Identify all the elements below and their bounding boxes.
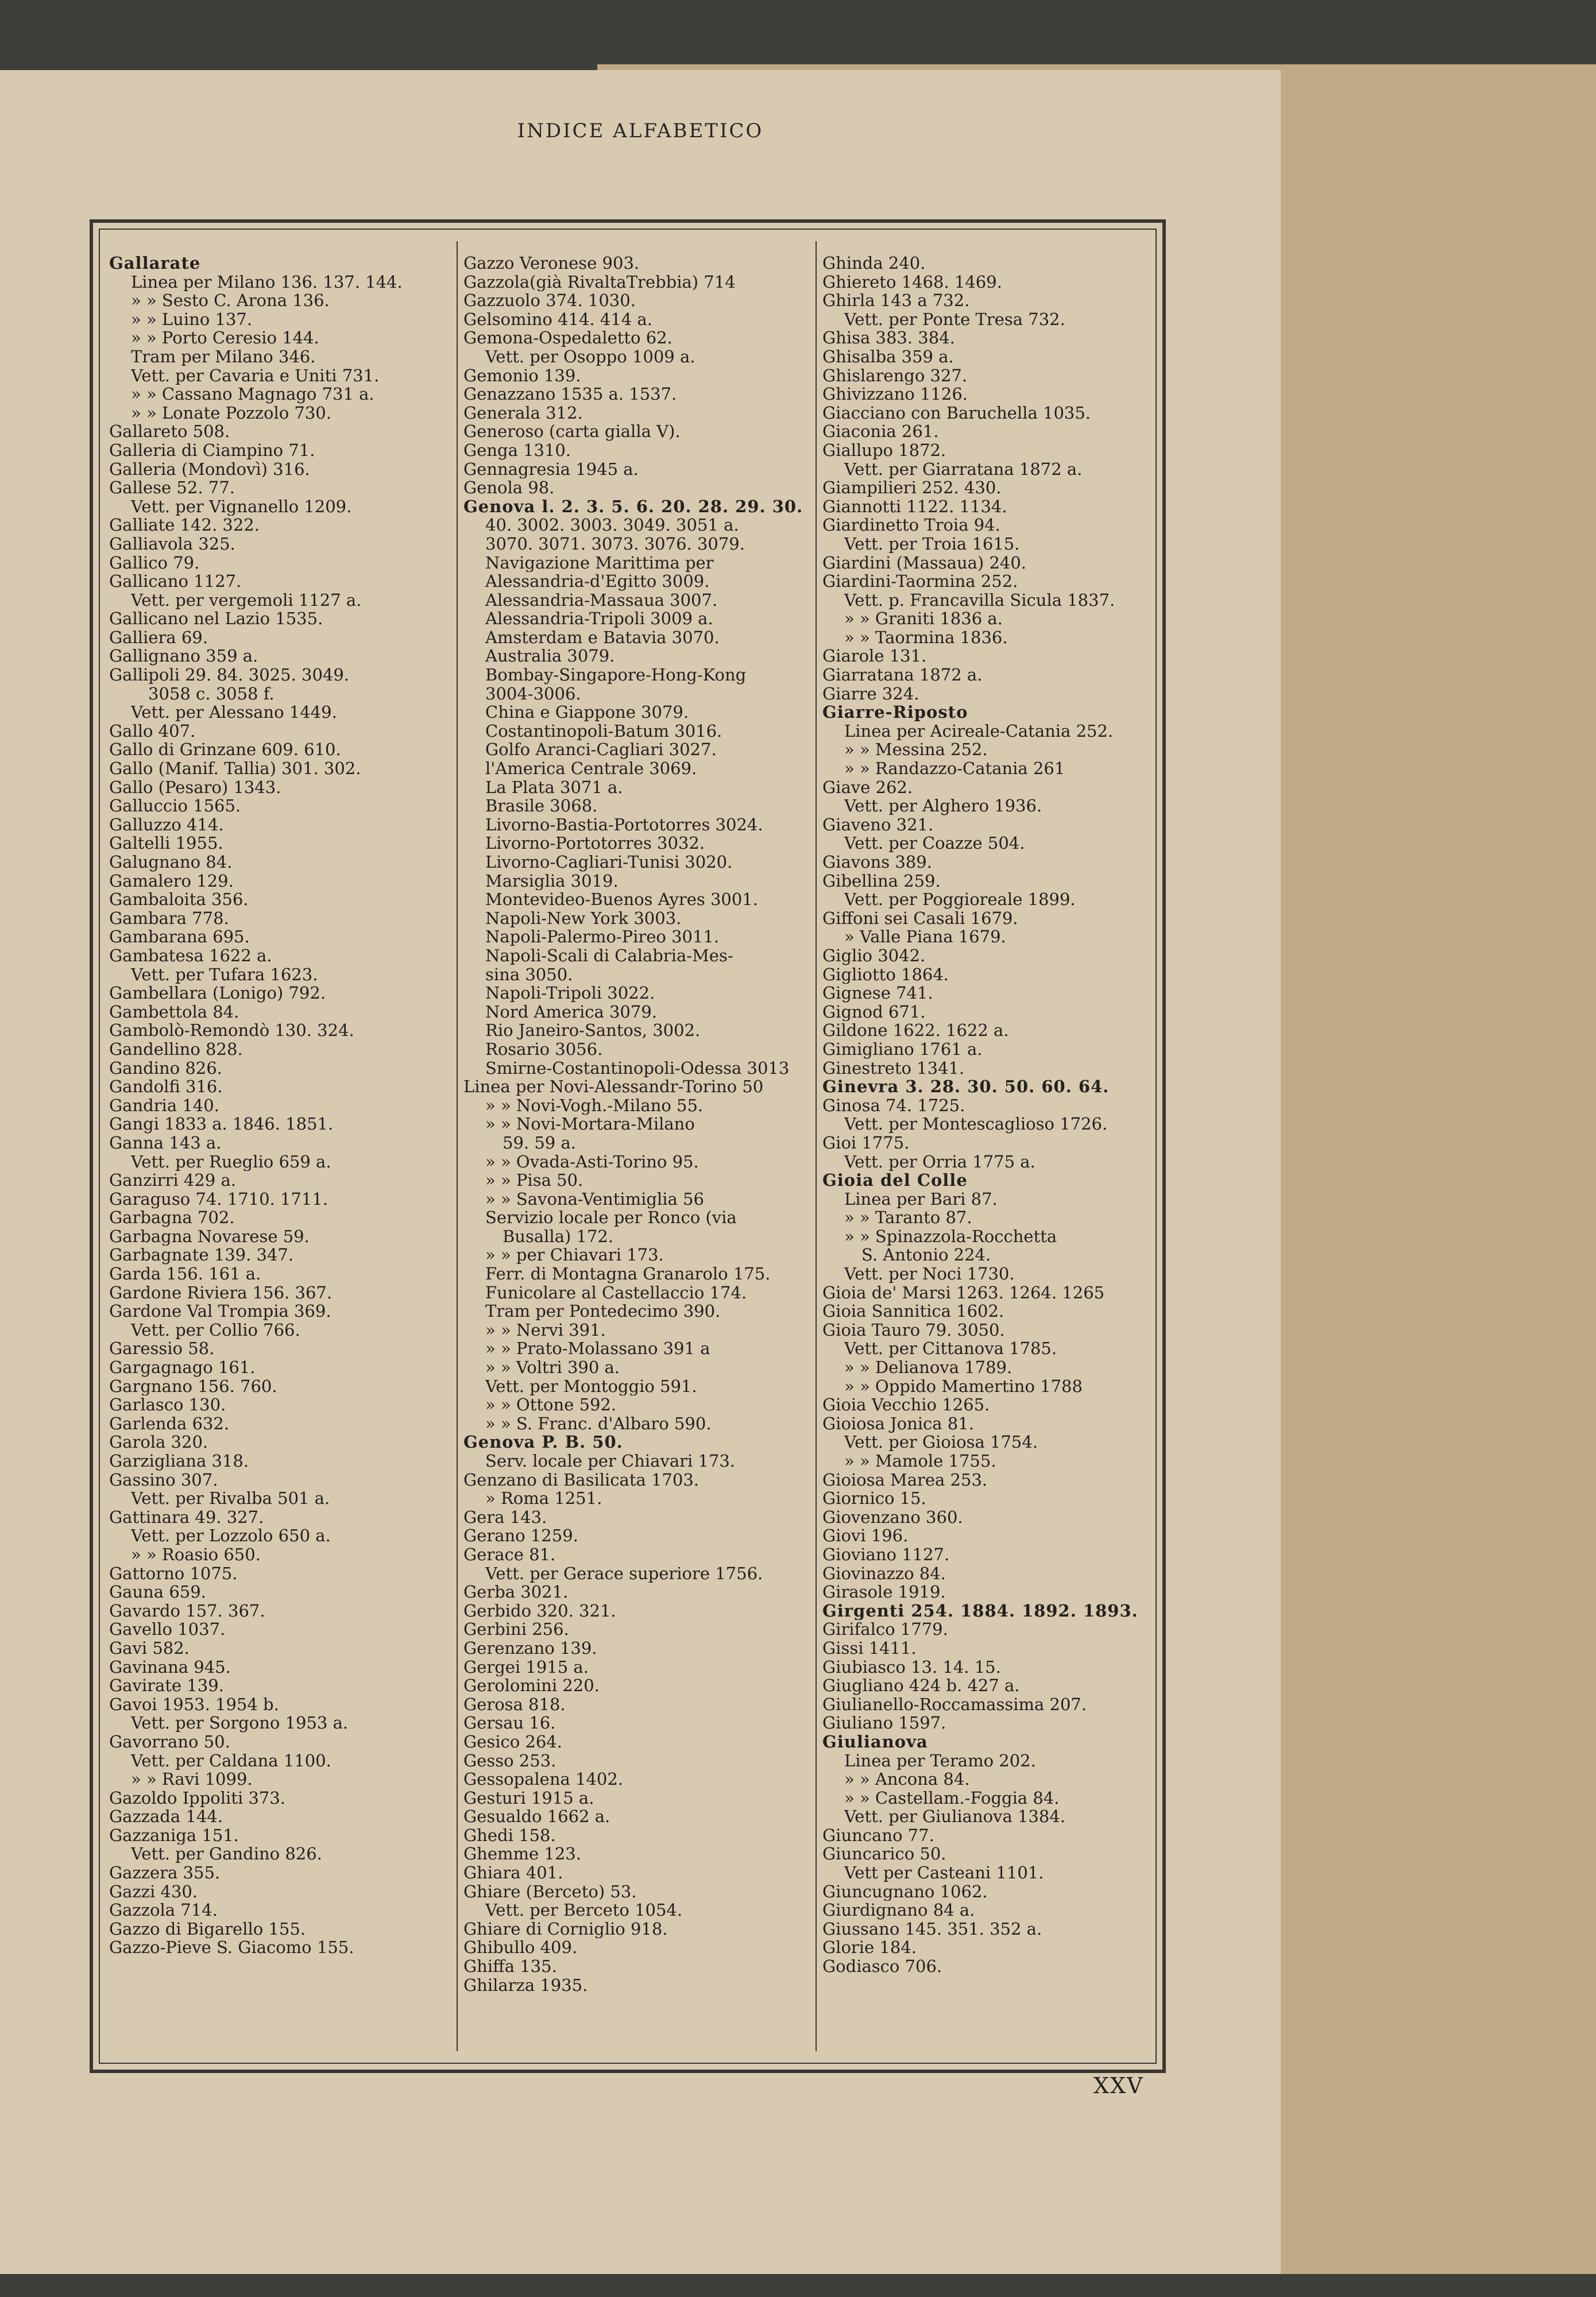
index-entry: » » Prato-Molassano 391 a xyxy=(485,1339,710,1359)
index-entry: Gibellina 259. xyxy=(822,871,941,891)
index-entry: » » Luino 137. xyxy=(131,310,253,329)
index-entry: Gerbido 320. 321. xyxy=(463,1601,616,1621)
index-entry: Gallareto 508. xyxy=(109,422,230,441)
index-entry: Gesualdo 1662 a. xyxy=(463,1807,610,1826)
index-column-2 xyxy=(463,254,808,1994)
index-entry: Vett. per Caldana 1100. xyxy=(131,1751,331,1770)
index-entry: Garbagna Novarese 59. xyxy=(109,1227,310,1246)
index-entry: Vett per Casteani 1101. xyxy=(844,1863,1044,1882)
index-entry: Gesico 264. xyxy=(463,1732,562,1751)
index-entry: » » Porto Ceresio 144. xyxy=(131,328,319,347)
index-entry: Vett. per Ponte Tresa 732. xyxy=(844,310,1065,329)
index-entry: Ghinda 240. xyxy=(822,254,926,273)
index-entry: Gambatesa 1622 a. xyxy=(109,946,272,965)
index-heading: Giarre-Riposto xyxy=(822,703,968,722)
index-entry: Gallo (Manif. Tallia) 301. 302. xyxy=(109,759,361,778)
index-entry: 40. 3002. 3003. 3049. 3051 a. xyxy=(485,516,739,535)
column-divider xyxy=(457,241,458,2051)
index-entry: Gambara 778. xyxy=(109,908,229,928)
index-entry: Bombay-Singapore-Hong-Kong xyxy=(485,666,747,685)
index-entry: Vett. per Lozzolo 650 a. xyxy=(131,1526,331,1545)
index-entry: Garaguso 74. 1710. 1711. xyxy=(109,1189,329,1209)
index-entry: Gavoi 1953. 1954 b. xyxy=(109,1695,279,1714)
index-entry: Giampilieri 252. 430. xyxy=(822,478,1002,497)
index-entry: Gavardo 157. 367. xyxy=(109,1601,265,1621)
index-entry: » » Taormina 1836. xyxy=(844,628,1008,647)
index-entry: Smirne-Costantinopoli-Odessa 3013 xyxy=(485,1058,790,1078)
index-entry: Gauna 659. xyxy=(109,1583,206,1602)
index-entry: Vett. per Giarratana 1872 a. xyxy=(844,459,1083,479)
index-entry: » » Ravi 1099. xyxy=(131,1770,253,1789)
index-entry: Tram per Pontedecimo 390. xyxy=(485,1302,721,1321)
index-entry: Garessio 58. xyxy=(109,1339,215,1359)
index-entry: Gessopalena 1402. xyxy=(463,1770,624,1789)
index-entry: » » Pisa 50. xyxy=(485,1171,583,1190)
index-entry: Gerbini 256. xyxy=(463,1620,569,1639)
index-entry: Gandino 826. xyxy=(109,1058,222,1078)
index-entry: Napoli-Tripoli 3022. xyxy=(485,984,655,1003)
index-entry: Gazzo Veronese 903. xyxy=(463,254,640,273)
index-entry: La Plata 3071 a. xyxy=(485,778,623,797)
index-entry: Gerosa 818. xyxy=(463,1695,566,1714)
index-entry: Genola 98. xyxy=(463,478,555,497)
index-entry: Ghiereto 1468. 1469. xyxy=(822,272,1002,292)
index-entry: Gera 143. xyxy=(463,1507,547,1527)
index-frame xyxy=(90,219,1166,2073)
index-entry: Galleria di Ciampino 71. xyxy=(109,440,315,460)
index-entry: » » Castellam.-Foggia 84. xyxy=(844,1788,1060,1808)
index-entry: Garlasco 130. xyxy=(109,1395,226,1414)
index-entry: Gildone 1622. 1622 a. xyxy=(822,1021,1009,1040)
index-entry: 3070. 3071. 3073. 3076. 3079. xyxy=(485,534,745,554)
index-entry: Gennagresia 1945 a. xyxy=(463,459,639,479)
index-entry: Galleria (Mondovì) 316. xyxy=(109,459,310,479)
index-entry: Gandolfi 316. xyxy=(109,1077,223,1096)
index-entry: Linea per Milano 136. 137. 144. xyxy=(131,272,403,292)
index-entry: Tram per Milano 346. xyxy=(131,347,316,366)
index-entry: » Roma 1251. xyxy=(485,1489,602,1508)
index-entry: » » Messina 252. xyxy=(844,740,988,760)
index-entry: Vett. per Coazze 504. xyxy=(844,834,1025,853)
index-entry: 3004-3006. xyxy=(485,684,581,703)
index-entry: Gallico 79. xyxy=(109,553,200,573)
index-entry: Giuncugnano 1062. xyxy=(822,1882,988,1901)
index-entry: Brasile 3068. xyxy=(485,796,598,815)
index-entry: Giave 262. xyxy=(822,778,913,797)
index-entry: Gerba 3021. xyxy=(463,1583,569,1602)
index-entry: Gelsomino 414. 414 a. xyxy=(463,310,652,329)
index-entry: Vett. per Rueglio 659 a. xyxy=(131,1152,331,1171)
index-entry: Linea per Teramo 202. xyxy=(844,1751,1036,1770)
index-entry: » » S. Franc. d'Albaro 590. xyxy=(485,1414,712,1433)
index-entry: Gesso 253. xyxy=(463,1751,557,1770)
index-entry: Gallicano 1127. xyxy=(109,572,242,591)
index-entry: Gersau 16. xyxy=(463,1714,556,1733)
column-divider xyxy=(816,241,817,2051)
index-entry: Gallipoli 29. 84. 3025. 3049. xyxy=(109,666,350,685)
index-entry: Gesturi 1915 a. xyxy=(463,1788,594,1808)
index-entry: Gargnano 156. 760. xyxy=(109,1376,277,1396)
index-entry: Ghivizzano 1126. xyxy=(822,385,968,404)
index-entry: » » Nervi 391. xyxy=(485,1320,606,1340)
index-entry: Vett. per Alessano 1449. xyxy=(131,703,337,722)
index-entry: Giallupo 1872. xyxy=(822,440,946,460)
index-heading: Gallarate xyxy=(109,254,201,273)
index-entry: Gioia Vecchio 1265. xyxy=(822,1395,990,1414)
index-entry: » » Novi-Mortara-Milano xyxy=(485,1115,695,1134)
index-entry: Livorno-Bastia-Portotorres 3024. xyxy=(485,815,763,834)
index-entry: Montevideo-Buenos Ayres 3001. xyxy=(485,890,758,909)
index-entry: Gignod 671. xyxy=(822,1002,926,1022)
index-entry: Gerolomini 220. xyxy=(463,1676,600,1695)
index-entry: Gargagnago 161. xyxy=(109,1358,256,1377)
index-entry: Vett. per Noci 1730. xyxy=(844,1264,1015,1283)
index-entry: Gerace 81. xyxy=(463,1545,556,1564)
index-frame-inner xyxy=(99,229,1157,2064)
index-entry: Ghiara 401. xyxy=(463,1863,563,1882)
index-entry: » » Ovada-Asti-Torino 95. xyxy=(485,1152,699,1171)
index-entry: Marsiglia 3019. xyxy=(485,871,619,891)
index-entry: Generoso (carta gialla V). xyxy=(463,422,681,441)
index-entry: Vett. per Alghero 1936. xyxy=(844,796,1042,815)
index-entry: Giussano 145. 351. 352 a. xyxy=(822,1919,1042,1939)
index-entry: Ginosa 74. 1725. xyxy=(822,1096,965,1115)
index-entry: Gangi 1833 a. 1846. 1851. xyxy=(109,1115,334,1134)
index-entry: Ganzirri 429 a. xyxy=(109,1171,236,1190)
index-entry: Godiasco 706. xyxy=(822,1957,942,1976)
index-entry: Garbagna 702. xyxy=(109,1208,235,1227)
index-entry: Glorie 184. xyxy=(822,1938,917,1958)
index-entry: Vett. p. Francavilla Sicula 1837. xyxy=(844,590,1115,610)
index-heading: Giulianova xyxy=(822,1732,928,1751)
index-entry: Nord America 3079. xyxy=(485,1002,657,1022)
index-entry: Galliavola 325. xyxy=(109,534,235,554)
index-entry: Gioia Sannitica 1602. xyxy=(822,1302,1004,1321)
index-entry: Vett. per Troia 1615. xyxy=(844,534,1020,554)
index-entry: Vett. per Orria 1775 a. xyxy=(844,1152,1035,1171)
index-entry: Navigazione Marittima per xyxy=(485,553,714,573)
index-entry: Girasole 1919. xyxy=(822,1583,946,1602)
index-entry: Gazzaniga 151. xyxy=(109,1826,239,1845)
index-entry: Giornico 15. xyxy=(822,1489,926,1508)
index-entry: Gignese 741. xyxy=(822,984,933,1003)
index-entry: Vett. per Vignanello 1209. xyxy=(131,497,352,516)
index-entry: » » Taranto 87. xyxy=(844,1208,972,1227)
index-entry: Vett. per Collio 766. xyxy=(131,1320,300,1340)
index-entry: Vett. per Cavaria e Uniti 731. xyxy=(131,366,380,385)
index-entry: Gioiosa Jonica 81. xyxy=(822,1414,974,1433)
index-entry: Vett. per Cittanova 1785. xyxy=(844,1339,1057,1359)
index-entry: Golfo Aranci-Cagliari 3027. xyxy=(485,740,717,760)
index-entry: Ghemme 123. xyxy=(463,1844,581,1864)
index-entry: Rosario 3056. xyxy=(485,1039,603,1059)
index-entry: Galliate 142. 322. xyxy=(109,516,260,535)
index-entry: Giuliano 1597. xyxy=(822,1714,946,1733)
index-entry: Gazzi 430. xyxy=(109,1882,198,1901)
index-entry: Gassino 307. xyxy=(109,1470,218,1490)
index-entry: Garola 320. xyxy=(109,1433,208,1452)
index-entry: » » Novi-Vogh.-Milano 55. xyxy=(485,1096,704,1115)
index-entry: Ghisalba 359 a. xyxy=(822,347,954,366)
index-entry: Genzano di Basilicata 1703. xyxy=(463,1470,700,1490)
index-entry: 3058 c. 3058 f. xyxy=(148,684,275,703)
index-entry: Vett. per Montescaglioso 1726. xyxy=(844,1115,1108,1134)
index-entry: Gallese 52. 77. xyxy=(109,478,235,497)
index-entry: » » Sesto C. Arona 136. xyxy=(131,291,330,310)
index-heading: Ginevra 3. 28. 30. 50. 60. 64. xyxy=(822,1077,1110,1096)
page-number: XXV xyxy=(1093,2073,1144,2098)
index-entry: Vett. per Gioiosa 1754. xyxy=(844,1433,1038,1452)
index-entry: Napoli-New York 3003. xyxy=(485,908,682,928)
index-entry: Genga 1310. xyxy=(463,440,571,460)
index-entry: Garda 156. 161 a. xyxy=(109,1264,261,1283)
index-entry: Gioviano 1127. xyxy=(822,1545,950,1564)
index-entry: Gambettola 84. xyxy=(109,1002,239,1022)
index-entry: Ghiare di Corniglio 918. xyxy=(463,1919,668,1939)
index-entry: Gavello 1037. xyxy=(109,1620,226,1639)
index-entry: Gambarana 695. xyxy=(109,927,250,946)
index-entry: Gamalero 129. xyxy=(109,871,234,891)
index-entry: » » Graniti 1836 a. xyxy=(844,609,1003,628)
index-entry: Gazzola(già RivaltaTrebbia) 714 xyxy=(463,272,736,292)
index-entry: Galluzzo 414. xyxy=(109,815,224,834)
index-entry: l'America Centrale 3069. xyxy=(485,759,697,778)
index-entry: Gazzo-Pieve S. Giacomo 155. xyxy=(109,1938,354,1958)
index-entry: Linea per Bari 87. xyxy=(844,1189,998,1209)
index-entry: Giarole 131. xyxy=(822,647,927,666)
index-entry: Australia 3079. xyxy=(485,647,615,666)
index-entry: Gattorno 1075. xyxy=(109,1564,238,1583)
index-heading: Genova l. 2. 3. 5. 6. 20. 28. 29. 30. xyxy=(463,497,803,516)
index-heading: Girgenti 254. 1884. 1892. 1893. xyxy=(822,1601,1138,1621)
index-entry: Galluccio 1565. xyxy=(109,796,241,815)
index-entry: Giovi 196. xyxy=(822,1526,909,1545)
index-entry: Ghedi 158. xyxy=(463,1826,556,1845)
index-entry: Girifalco 1779. xyxy=(822,1620,948,1639)
index-entry: Galugnano 84. xyxy=(109,853,233,872)
index-entry: Garbagnate 139. 347. xyxy=(109,1246,294,1265)
index-entry: Ghilarza 1935. xyxy=(463,1975,588,1995)
index-heading: Gioia del Colle xyxy=(822,1171,968,1190)
index-heading: Genova P. B. 50. xyxy=(463,1433,623,1452)
index-entry: Gavinana 945. xyxy=(109,1657,231,1677)
index-entry: Giaveno 321. xyxy=(822,815,934,834)
index-entry: Vett. per Rivalba 501 a. xyxy=(131,1489,330,1508)
index-entry: Gambellara (Lonigo) 792. xyxy=(109,984,326,1003)
index-entry: Giffoni sei Casali 1679. xyxy=(822,908,1018,928)
index-entry: Giannotti 1122. 1134. xyxy=(822,497,1007,516)
index-entry: Gemonio 139. xyxy=(463,366,581,385)
index-entry: Ghisa 383. 384. xyxy=(822,328,955,347)
index-entry: Gazzo di Bigarello 155. xyxy=(109,1919,306,1939)
index-entry: Livorno-Portotorres 3032. xyxy=(485,834,705,853)
index-entry: Gimigliano 1761 a. xyxy=(822,1039,983,1059)
index-entry: Vett. per vergemoli 1127 a. xyxy=(131,590,362,610)
index-entry: Giglio 3042. xyxy=(822,946,926,965)
index-entry: » » per Chiavari 173. xyxy=(485,1246,664,1265)
index-entry: Giurdignano 84 a. xyxy=(822,1901,975,1920)
index-entry: Ghiffa 135. xyxy=(463,1957,557,1976)
index-entry: » » Ancona 84. xyxy=(844,1770,970,1789)
index-entry: » » Randazzo-Catania 261 xyxy=(844,759,1065,778)
index-entry: Giulianello-Roccamassima 207. xyxy=(822,1695,1087,1714)
index-entry: Gazzola 714. xyxy=(109,1901,218,1920)
index-entry: Gallignano 359 a. xyxy=(109,647,258,666)
index-entry: Giovenzano 360. xyxy=(822,1507,963,1527)
index-entry: Gioia Tauro 79. 3050. xyxy=(822,1320,1005,1340)
index-entry: Vett. per Poggioreale 1899. xyxy=(844,890,1076,909)
index-entry: Giuncarico 50. xyxy=(822,1844,946,1864)
index-column-1 xyxy=(109,254,451,1957)
index-entry: Gerenzano 139. xyxy=(463,1638,597,1658)
index-entry: Gandellino 828. xyxy=(109,1039,243,1059)
index-entry: Linea per Novi-Alessandr-Torino 50 xyxy=(463,1077,764,1096)
index-entry: » » Lonate Pozzolo 730. xyxy=(131,403,331,423)
index-entry: Gerano 1259. xyxy=(463,1526,578,1545)
index-entry: Ferr. di Montagna Granarolo 175. xyxy=(485,1264,771,1283)
index-entry: Linea per Acireale-Catania 252. xyxy=(844,721,1114,741)
index-entry: Giarratana 1872 a. xyxy=(822,666,983,685)
index-entry: Napoli-Palermo-Pireo 3011. xyxy=(485,927,720,946)
index-column-3 xyxy=(822,254,1165,1976)
index-entry: » » Oppido Mamertino 1788 xyxy=(844,1376,1083,1396)
index-entry: Vett. per Sorgono 1953 a. xyxy=(131,1714,349,1733)
index-entry: Giuncano 77. xyxy=(822,1826,934,1845)
index-entry: Gallicano nel Lazio 1535. xyxy=(109,609,323,628)
index-entry: Giubiasco 13. 14. 15. xyxy=(822,1657,1001,1677)
index-entry: Gazzuolo 374. 1030. xyxy=(463,291,636,310)
index-entry: Funicolare al Castellaccio 174. xyxy=(485,1283,747,1302)
index-entry: Galliera 69. xyxy=(109,628,208,647)
index-entry: Vett. per Osoppo 1009 a. xyxy=(485,347,695,366)
index-entry: Giardini (Massaua) 240. xyxy=(822,553,1027,573)
index-entry: Costantinopoli-Batum 3016. xyxy=(485,721,722,741)
index-entry: Vett. per Tufara 1623. xyxy=(131,965,318,984)
index-entry: Gambaloita 356. xyxy=(109,890,249,909)
index-entry: Ghibullo 409. xyxy=(463,1938,578,1958)
index-entry: Gioiosa Marea 253. xyxy=(822,1470,988,1490)
index-entry: Galtelli 1955. xyxy=(109,834,223,853)
index-entry: S. Antonio 224. xyxy=(861,1246,991,1265)
index-entry: » » Ottone 592. xyxy=(485,1395,617,1414)
index-entry: » » Delianova 1789. xyxy=(844,1358,1013,1377)
index-entry: Ghislarengo 327. xyxy=(822,366,968,385)
index-entry: Gavirate 139. xyxy=(109,1676,224,1695)
index-entry: Gallo (Pesaro) 1343. xyxy=(109,778,281,797)
index-entry: Ghirla 143 a 732. xyxy=(822,291,970,310)
index-entry: Vett. per Giulianova 1384. xyxy=(844,1807,1066,1826)
index-entry: Gioi 1775. xyxy=(822,1133,910,1153)
index-entry: Rio Janeiro-Santos, 3002. xyxy=(485,1021,701,1040)
index-entry: Giacciano con Baruchella 1035. xyxy=(822,403,1091,423)
index-entry: Ganna 143 a. xyxy=(109,1133,222,1153)
index-entry: Gallo di Grinzane 609. 610. xyxy=(109,740,341,760)
index-entry: Gardone Riviera 156. 367. xyxy=(109,1283,333,1302)
index-entry: Giardini-Taormina 252. xyxy=(822,572,1018,591)
index-entry: Gigliotto 1864. xyxy=(822,965,949,984)
index-entry: Gemona-Ospedaletto 62. xyxy=(463,328,673,347)
index-entry: Amsterdam e Batavia 3070. xyxy=(485,628,720,647)
index-entry: Garzigliana 318. xyxy=(109,1452,249,1471)
index-entry: Gambolò-Remondò 130. 324. xyxy=(109,1021,354,1040)
running-header: INDICE ALFABETICO xyxy=(517,119,764,142)
index-entry: » » Mamole 1755. xyxy=(844,1452,996,1471)
index-entry: » » Voltri 390 a. xyxy=(485,1358,620,1377)
index-entry: Gioia de' Marsi 1263. 1264. 1265 xyxy=(822,1283,1105,1302)
index-entry: Ghiare (Berceto) 53. xyxy=(463,1882,637,1901)
index-entry: Vett. per Gerace superiore 1756. xyxy=(485,1564,763,1583)
index-entry: Gandria 140. xyxy=(109,1096,219,1115)
index-entry: Vett. per Berceto 1054. xyxy=(485,1901,683,1920)
index-entry: Livorno-Cagliari-Tunisi 3020. xyxy=(485,853,733,872)
index-entry: Garlenda 632. xyxy=(109,1414,230,1433)
index-entry: Vett. per Montoggio 591. xyxy=(485,1376,697,1396)
index-entry: » Valle Piana 1679. xyxy=(844,927,1006,946)
index-entry: Giardinetto Troia 94. xyxy=(822,516,1000,535)
index-entry: Giovinazzo 84. xyxy=(822,1564,946,1583)
index-entry: Napoli-Scali di Calabria-Mes- xyxy=(485,946,733,965)
index-entry: Gattinara 49. 327. xyxy=(109,1507,264,1527)
index-entry: Alessandria-Massaua 3007. xyxy=(485,590,718,610)
index-entry: 59. 59 a. xyxy=(503,1133,576,1153)
index-entry: » » Roasio 650. xyxy=(131,1545,261,1564)
index-entry: Gavorrano 50. xyxy=(109,1732,230,1751)
index-entry: Alessandria-Tripoli 3009 a. xyxy=(485,609,713,628)
index-entry: Giaconia 261. xyxy=(822,422,939,441)
index-entry: Ginestreto 1341. xyxy=(822,1058,965,1078)
index-entry: Giugliano 424 b. 427 a. xyxy=(822,1676,1020,1695)
index-entry: Vett. per Gandino 826. xyxy=(131,1844,322,1864)
index-entry: Gavi 582. xyxy=(109,1638,190,1658)
index-entry: Gazzera 355. xyxy=(109,1863,221,1882)
index-entry: Gazzada 144. xyxy=(109,1807,223,1826)
index-entry: » » Spinazzola-Rocchetta xyxy=(844,1227,1057,1246)
index-entry: sina 3050. xyxy=(485,965,573,984)
index-entry: Alessandria-d'Egitto 3009. xyxy=(485,572,710,591)
index-entry: Giarre 324. xyxy=(822,684,919,703)
index-entry: Servizio locale per Ronco (via xyxy=(485,1208,737,1227)
index-entry: Gergei 1915 a. xyxy=(463,1657,589,1677)
index-entry: » » Cassano Magnago 731 a. xyxy=(131,385,374,404)
index-entry: Serv. locale per Chiavari 173. xyxy=(485,1452,736,1471)
index-entry: Gissi 1411. xyxy=(822,1638,917,1658)
index-entry: » » Savona-Ventimiglia 56 xyxy=(485,1189,704,1209)
index-entry: Genazzano 1535 a. 1537. xyxy=(463,385,677,404)
index-entry: Gazoldo Ippoliti 373. xyxy=(109,1788,286,1808)
index-entry: Gallo 407. xyxy=(109,721,196,741)
index-entry: Busalla) 172. xyxy=(503,1227,614,1246)
index-entry: China e Giappone 3079. xyxy=(485,703,689,722)
index-entry: Generala 312. xyxy=(463,403,583,423)
index-entry: Giavons 389. xyxy=(822,853,932,872)
index-entry: Gardone Val Trompia 369. xyxy=(109,1302,331,1321)
